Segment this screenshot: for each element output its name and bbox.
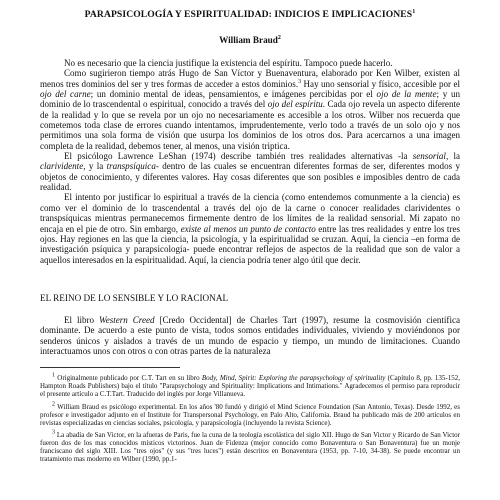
paragraph-text: , la xyxy=(445,151,460,162)
footnote-number: 1 xyxy=(52,372,55,379)
italic-term: existe al menos un punto de contacto xyxy=(180,223,316,234)
document-page xyxy=(40,8,460,467)
footnote-2 xyxy=(40,403,460,427)
footnote-3 xyxy=(40,431,460,463)
footnote-divider xyxy=(40,367,180,368)
intro-section xyxy=(40,58,460,265)
book-title: Western Creed xyxy=(98,314,155,325)
italic-term: clarividente xyxy=(40,161,84,172)
footnote-text: William Braud es psicólogo experimental. En los años '80 fundó y dirigió el Mind Science Foundation (San Antonio, Texas). Desde 1992, es profesor e investigador adjunto en el Institute for Transpersonal Psychology, en Palo Alto, California. Braud ha publicado más de 200 artículos en revistas especializadas en ciencias sociales, psicología, y parapsicología (incluyendo la revista Science). xyxy=(40,402,460,427)
paragraph-text: . Cada ojo revela un aspecto diferente de la realidad y lo que se revela por un ojo no necesariamente es accesible a los otros. Wilber nos recuerda que cometemos toda clase de errores cuando intentamos, imprudentemente, verlo todo a través de un solo ojo y nos permitimos una sola forma de visión que usurpa los dominios de los otros dos. Para acercarnos a una imagen completa de la realidad, debemos tener, al menos, una visión triptica. xyxy=(40,99,460,151)
paragraph-text: [Credo Occidental] de Charles Tart (1997), resume la cosmovisión científica dominante. De acuerdo a este punto de vista, todos somos entidades individuales, viviendo y moviéndonos por senderos únicos y aislados a través de un mundo de espacio y tiempo, un mundo de limitaciones. Cuando interactuamos unos con otros o con otras partes de la naturaleza xyxy=(40,314,460,356)
paragraph-text: El intento por justificar lo espiritual a través de la ciencia (como entendemos comunmente a la ciencia) es como ver el dominio de lo trascendental a través del ojo de la carne o conocer realidades clarividentes o transpsíquicas mientras permanecemos firmemente dentro de los límites de la realidad sensorial. Mi zapato no encaja en el pie de otro. Sin embargo, xyxy=(40,192,460,234)
footnote-text: La abadía de San Victor, en la afueras de Paris, fue la cuna de la teología escolástica del siglo XII. Hugo de San Victor y Ricardo de San Victor fueron dos de los mas conocidos místicos victorinos. Juan de Fidenza (mejor conocido como Bonaventura o San Bonaventura) fue un monje franciscano del siglo XIII. Los "tres ojos" (y sus "tres luces") están descritos en Bonaventura (1953, pp. 7-10, 34-38). Se puede encontrar un tratamiento mas moderno en Wilber (1990, pp.1- xyxy=(40,430,460,464)
paragraph xyxy=(40,151,460,192)
paragraph-text: Hay uno sensorial y físico, accesible por el xyxy=(301,78,460,89)
paper-title xyxy=(40,8,460,22)
italic-term: sensorial xyxy=(412,151,446,162)
footnote-text: (Capítulo 8, pp. 135-152, Hampton Roads Publishers) bajo el título "Parapsychology and Spirituality: Implications and Intimations." Agradecemos el permiso para reproducir el presente artículo a C.T.Tart. Traducido del inglés por Jorge Villanueva. xyxy=(40,374,460,399)
author-footnote-ref[interactable]: 2 xyxy=(277,34,281,41)
section-heading: EL REINO DE LO SENSIBLE Y LO RACIONAL xyxy=(40,292,229,303)
paragraph-text: Como sugirieron tiempo atrás Hugo de San Víctor y Buenaventura, elaborado por Ken Wilber, existen al menos tres dominios del ser y tres formas de acceder a estos dominios. xyxy=(40,68,460,89)
footnotes xyxy=(40,374,460,463)
paragraph-text: El libro xyxy=(64,314,99,325)
paragraph xyxy=(40,68,460,151)
paragraph-text: ; y un dominio de lo trascendental o espiritual, conocido a través del xyxy=(40,89,461,110)
footnote-number: 2 xyxy=(52,401,55,408)
footnote-1 xyxy=(40,374,460,398)
author-name-text: William Braud xyxy=(219,35,278,45)
italic-term: transpsíquica xyxy=(106,161,156,172)
footnote-number: 3 xyxy=(52,429,55,436)
paragraph-text: - dentro de las cuales se encuentran diferentes formas de ser, diferentes modos y objetos de conocimiento, y diferentes valores. Hay cosas diferentes que son posibles e imposibles dentro de cada realidad. xyxy=(40,161,460,193)
paragraph-text: El psicólogo Lawrence LeShan (1974) describe también tres realidades alternativas -la xyxy=(64,151,413,162)
paragraph-text: , y la xyxy=(83,161,107,172)
footnote-ref[interactable]: 3 xyxy=(298,78,302,85)
paragraph xyxy=(40,192,460,264)
paragraph-text: No es necesario que la ciencia justifique la existencia del espíritu. Tampoco puede hacerlo. xyxy=(64,58,393,68)
paper-title-text: PARAPSICOLOGÍA Y ESPIRITUALIDAD: INDICIOS E IMPLICACIONES xyxy=(84,9,413,20)
italic-term: ojo del carne xyxy=(40,89,91,100)
paragraph-text: entre las tres realidades y entre los tres ojos. Hay regiones en las que la ciencia, la psicología, y la espiritualidad se cruzan. Aquí, la ciencia –en forma de investigación psíquica y parapsicología- puede encontrar reflejos de aspectos de la realidad que son de valor a aquellos interesados en la espiritualidad. Aquí, la ciencia podría tener algo útil que decir. xyxy=(40,223,460,265)
title-footnote-ref[interactable]: 1 xyxy=(412,8,416,15)
paragraph-text: ; un dominio mental de ideas, pensamientos, e imágenes percibidas por el xyxy=(90,89,377,100)
paragraph xyxy=(40,315,460,356)
author-name xyxy=(40,34,460,47)
section-body xyxy=(40,315,460,356)
footnote-text: Originalmente publicado por C.T. Tart en su libro xyxy=(55,374,202,383)
italic-term: ojo del espíritu xyxy=(267,99,323,110)
paragraph xyxy=(40,58,460,68)
italic-term: ojo de la mente xyxy=(376,89,437,100)
book-title: Body, Mind, Spirit: Exploring the parapsychology of spirituality xyxy=(201,374,386,383)
